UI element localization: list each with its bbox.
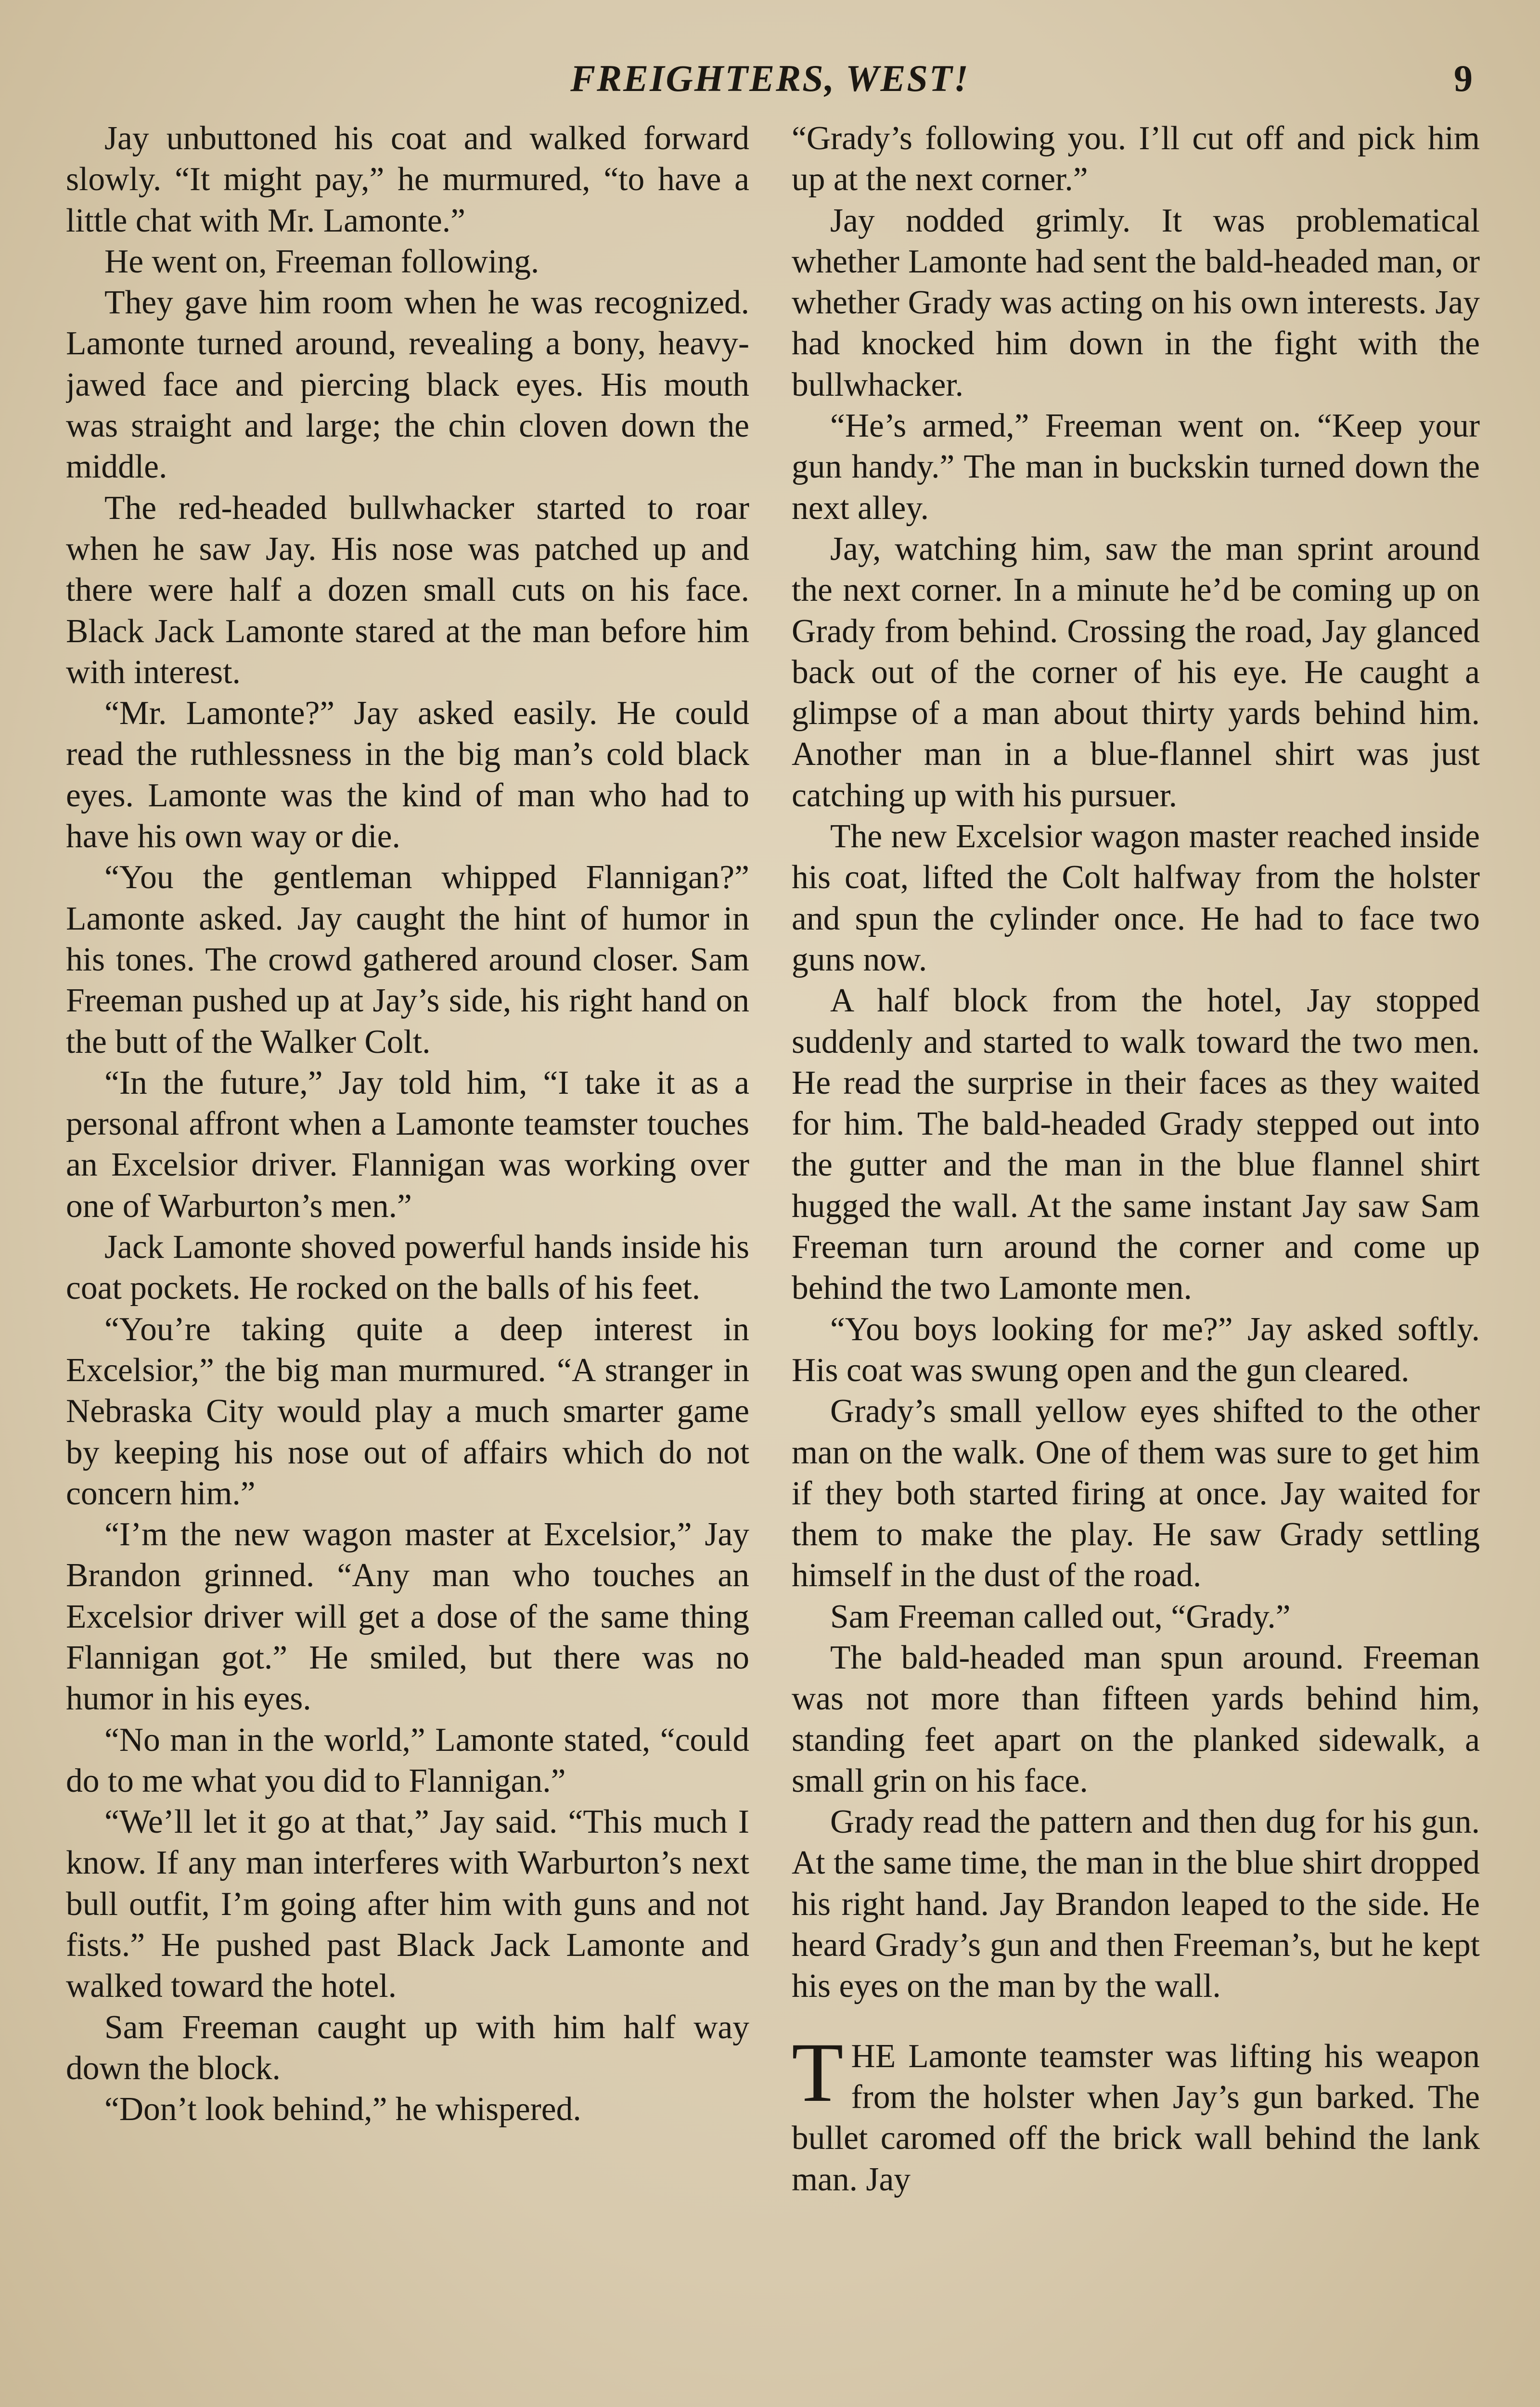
paragraph: “I’m the new wagon master at Excelsior,” Jay Brandon grinned. “Any man who touches an Excelsior driver will get a dose of the same thing Flannigan got.” He smiled, but there was no humor in his eyes. — [66, 1516, 749, 1718]
paragraph: Sam Freeman caught up with him half way down the block. — [66, 2008, 749, 2087]
paragraph: Jay, watching him, saw the man sprint around the next corner. In a minute he’d be coming up on Grady from behind. Crossing the road, Jay glanced back out of the corner of his eye. He caught a glimpse of a man about thirty yards behind him. Another man in a blue-flannel shirt was just catching up with his pursuer. — [792, 530, 1480, 814]
paragraph: “You the gentleman whipped Flannigan?” Lamonte asked. Jay caught the hint of humor in his tones. The crowd gathered around closer. Sam Freeman pushed up at Jay’s side, his right hand on the butt of the Walker Colt. — [66, 859, 749, 1061]
paragraph: The bald-headed man spun around. Freeman was not more than fifteen yards behind him, standing feet apart on the planked sidewalk, a small grin on his face. — [792, 1639, 1480, 1799]
paragraph: Grady’s small yellow eyes shifted to the other man on the walk. One of them was sure to get him if they both started firing at once. Jay waited for them to make the play. He saw Grady settling himself in the dust of the road. — [792, 1393, 1480, 1594]
paragraph: The red-headed bullwhacker started to roar when he saw Jay. His nose was patched up and there were half a dozen small cuts on his face. Black Jack Lamonte stared at the man before him with interest. — [66, 489, 749, 691]
paragraph: “You’re taking quite a deep interest in Excelsior,” the big man murmured. “A stranger in Nebraska City would play a much smarter game by keeping his nose out of affairs which do not concern him.” — [66, 1310, 749, 1512]
section-opening-text: HE Lamonte teamster was lifting his weapon from the holster when Jay’s gun barked. The bullet caromed off the brick wall behind the lank man. Jay — [792, 2037, 1480, 2198]
continued-paragraph: “Grady’s following you. I’ll cut off and pick him up at the next corner.” — [792, 120, 1480, 198]
paragraph: Jay unbuttoned his coat and walked forward slowly. “It might pay,” he murmured, “to have a little chat with Mr. Lamonte.” — [66, 120, 749, 239]
paragraph: “You boys looking for me?” Jay asked softly. His coat was swung open and the gun cleared. — [792, 1310, 1480, 1389]
page-number: 9 — [1454, 57, 1473, 99]
paragraph: Jay nodded grimly. It was problematical whether Lamonte had sent the bald-headed man, or whether Grady was acting on his own interests. Jay had knocked him down in the fight with the bullwhacker. — [792, 202, 1480, 403]
paragraph: “In the future,” Jay told him, “I take it as a personal affront when a Lamonte teamster touches an Excelsior driver. Flannigan was working over one of Warburton’s men.” — [66, 1064, 749, 1225]
paragraph: “He’s armed,” Freeman went on. “Keep your gun handy.” The man in buckskin turned down the next alley. — [792, 407, 1480, 527]
paragraph: Jack Lamonte shoved powerful hands inside his coat pockets. He rocked on the balls of his feet. — [66, 1229, 749, 1307]
paragraph: A half block from the hotel, Jay stopped suddenly and started to walk toward the two men. He read the surprise in their faces as they waited for him. The bald-headed Grady stepped out into the gutter and the man in the blue flannel shirt hugged the wall. At the same instant Jay saw Sam Freeman turn around the corner and come up behind the two Lamonte men. — [792, 982, 1480, 1307]
paragraph: “Mr. Lamonte?” Jay asked easily. He could read the ruthlessness in the big man’s cold black eyes. Lamonte was the kind of man who had to have his own way or die. — [66, 695, 749, 855]
paragraph: Grady read the pattern and then dug for his gun. At the same time, the man in the blue shirt dropped his right hand. Jay Brandon leaped to the side. He heard Grady’s gun and then Freeman’s, but he kept his eyes on the man by the wall. — [792, 1803, 1480, 2005]
running-title: FREIGHTERS, WEST! — [570, 57, 970, 99]
paragraph: They gave him room when he was recognized. Lamonte turned around, revealing a bony, heavy-jawed face and piercing black eyes. His mouth was straight and large; the chin cloven down the middle. — [66, 284, 749, 486]
paragraph: The new Excelsior wagon master reached inside his coat, lifted the Colt halfway from the holster and spun the cylinder once. He had to face two guns now. — [792, 818, 1480, 978]
paragraph: He went on, Freeman following. — [104, 243, 539, 280]
page-header — [67, 57, 1473, 110]
paragraph: “Don’t look behind,” he whispered. — [104, 2091, 581, 2128]
drop-cap: T — [792, 2025, 844, 2120]
paragraph: Sam Freeman called out, “Grady.” — [830, 1598, 1291, 1635]
left-text-column — [66, 118, 749, 2407]
paragraph: “We’ll let it go at that,” Jay said. “This much I know. If any man interferes with Warburton’s next bull outfit, I’m going after him with guns and not fists.” He pushed past Black Jack Lamonte and walked toward the hotel. — [66, 1803, 749, 2005]
right-text-column — [792, 118, 1480, 2407]
section-opening-paragraph — [792, 2025, 1480, 2200]
paragraph: “No man in the world,” Lamonte stated, “could do to me what you did to Flannigan.” — [66, 1721, 749, 1799]
